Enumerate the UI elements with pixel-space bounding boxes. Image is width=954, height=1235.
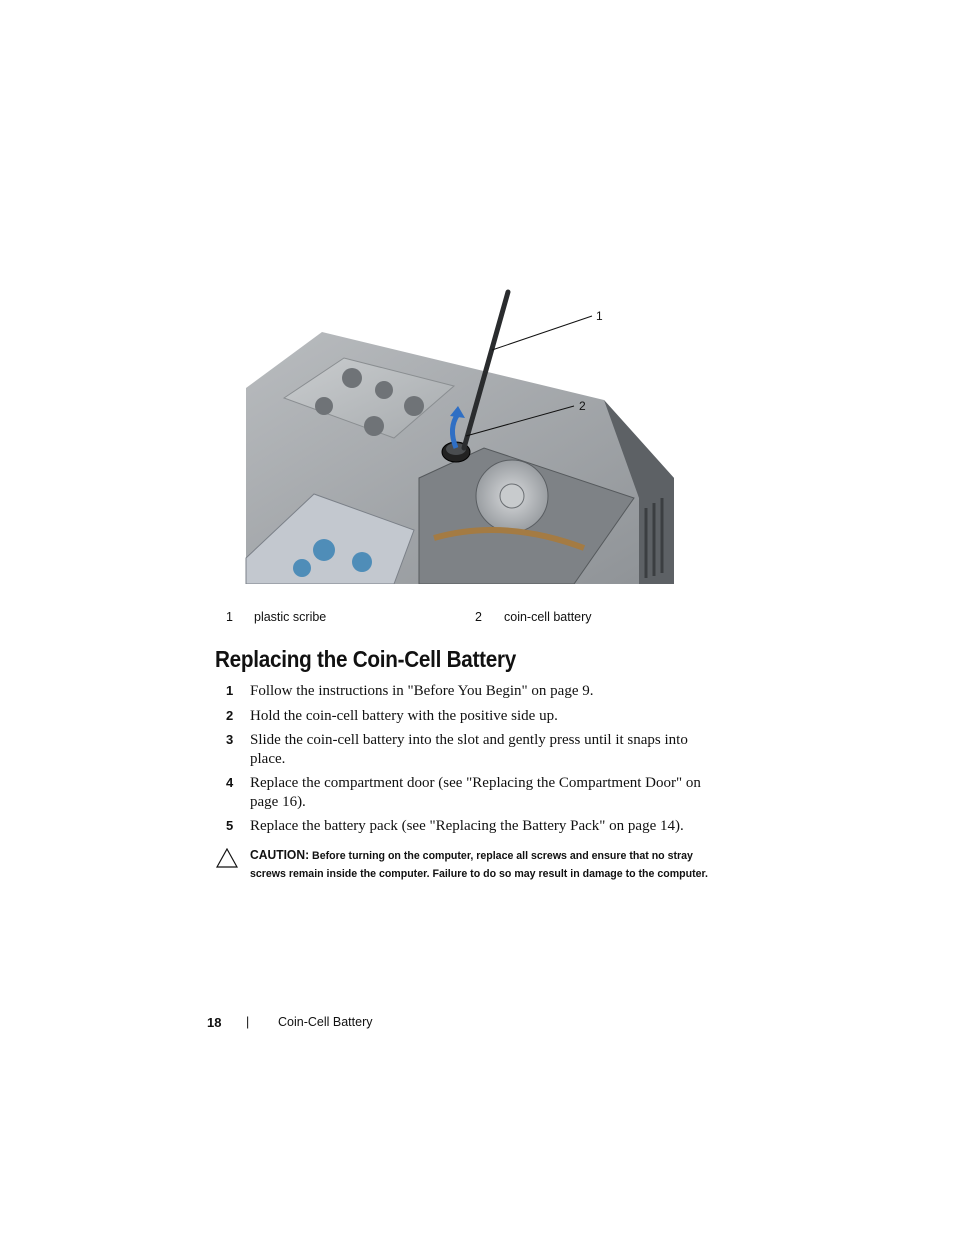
illustration-coin-cell-removal [244, 288, 684, 584]
callout-number-2: 2 [579, 399, 586, 413]
step-item [226, 707, 721, 726]
step-number: 5 [226, 818, 234, 833]
step-text: Replace the battery pack (see "Replacing the Battery Pack" on page 14). [250, 818, 684, 834]
legend-number-2: 2 [475, 610, 482, 624]
caution-body: Before turning on the computer, replace all screws and ensure that no stray screws remain inside the computer. Failure to do so may result in damage to the computer. [250, 850, 708, 880]
step-item [226, 774, 721, 811]
caution-triangle-icon [216, 848, 238, 868]
callout-line-1 [492, 316, 592, 350]
step-text: Replace the compartment door (see "Replacing the Compartment Door" on page 16). [250, 775, 701, 810]
step-number: 4 [226, 775, 234, 790]
legend-label-2: coin-cell battery [504, 610, 592, 624]
step-number: 2 [226, 707, 234, 723]
figure-legend [0, 610, 954, 630]
caution-notice [216, 846, 716, 883]
step-item [226, 817, 721, 836]
legend-number-1: 1 [226, 610, 233, 624]
section-heading: Replacing the Coin-Cell Battery [215, 646, 517, 672]
procedure-steps [226, 682, 721, 842]
legend-label-1: plastic scribe [254, 610, 327, 624]
callout-number-1: 1 [596, 309, 603, 323]
laptop-base-illustration [244, 288, 684, 584]
step-item [226, 682, 721, 701]
step-number: 3 [226, 732, 234, 747]
step-text: Follow the instructions in "Before You Begin" on page 9. [250, 683, 594, 699]
fan-hub [500, 484, 524, 508]
step-text: Hold the coin-cell battery with the positive side up. [250, 707, 558, 724]
caution-label: CAUTION: [250, 847, 310, 862]
footer-section-title: Coin-Cell Battery [278, 1015, 373, 1029]
footer-separator: | [246, 1015, 250, 1029]
step-text: Slide the coin-cell battery into the slot and gently press until it snaps into place. [250, 732, 688, 767]
page-number: 18 [207, 1015, 222, 1030]
caution-text-block [250, 846, 720, 883]
step-item [226, 731, 721, 768]
step-number: 1 [226, 683, 234, 698]
